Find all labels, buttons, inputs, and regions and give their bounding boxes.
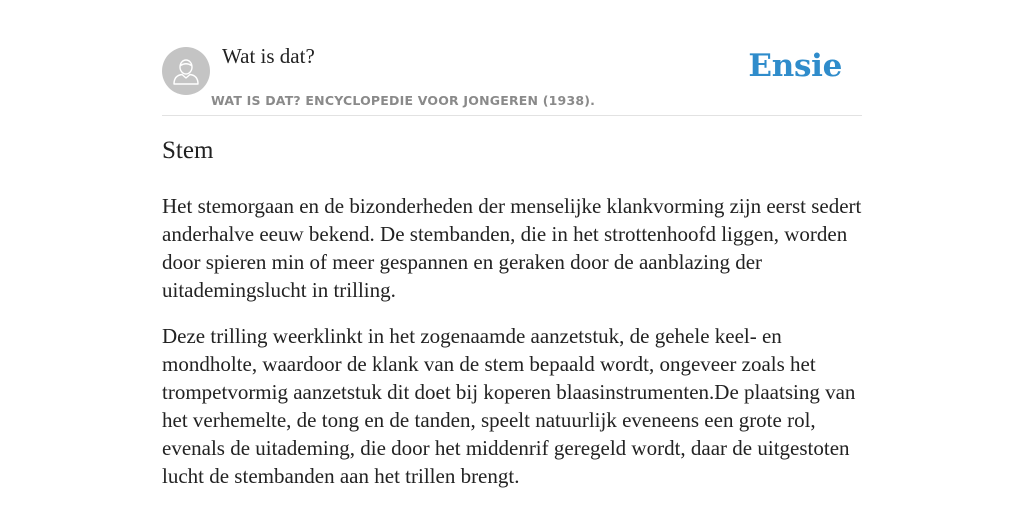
article-page [162, 0, 862, 512]
article-body [162, 192, 862, 508]
avatar[interactable] [162, 47, 210, 95]
article-paragraph: Deze trilling weerklinkt in het zogenaamde aanzetstuk, de gehele keel- en mondholte, waardoor de klank van de stem bepaald wordt, ongeveer zoals het trompetvormig aanzetstuk dit doet bij koperen blaasinstrumenten.De plaatsing van het verhemelte, de tong en de tanden, speelt natuurlijk eveneens een grote rol, evenals de uitademing, die door het middenrif geregeld wordt, daar de uitgestoten lucht de stembanden aan het trillen brengt. [162, 324, 856, 488]
article-header [162, 0, 862, 116]
user-icon [162, 47, 210, 95]
article-paragraph: Het stemorgaan en de bizonderheden der menselijke klankvorming zijn eerst sedert anderhalve eeuw bekend. De stembanden, die in het strottenhoofd liggen, worden door spieren min of meer gespannen en geraken door de aanblazing der uitademingslucht in trilling. [162, 194, 862, 302]
author-name[interactable]: Wat is dat? [222, 44, 315, 68]
ensie-logo[interactable]: Ensie [748, 48, 842, 84]
article-title: Stem [162, 137, 214, 164]
source-citation[interactable]: WAT IS DAT? ENCYCLOPEDIE VOOR JONGEREN (1938). [211, 93, 596, 108]
